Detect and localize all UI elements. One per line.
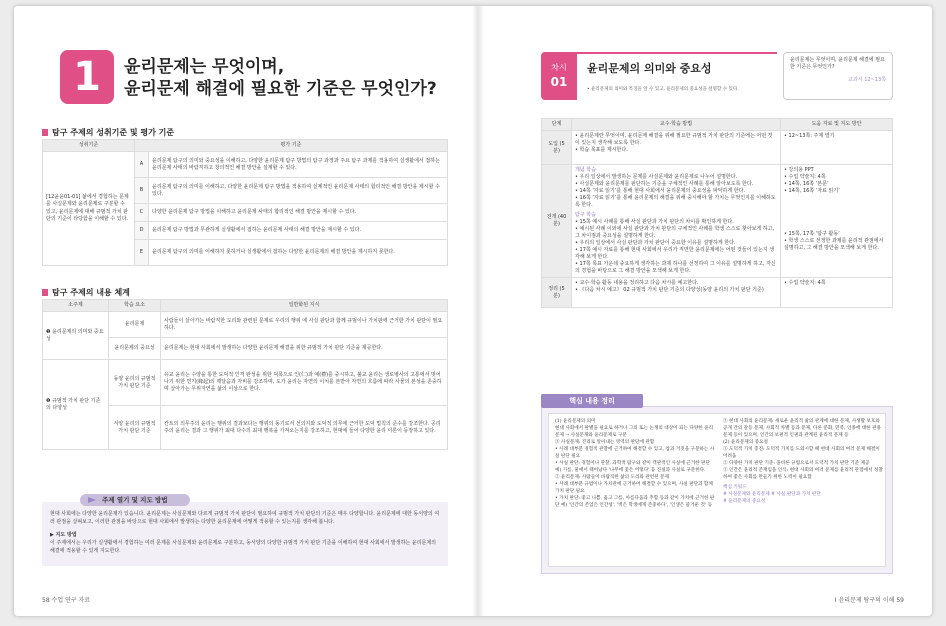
grade-c-text: 다양한 윤리문제 탐구 방법을 이해하고 윤리문제 사태의 합리적인 해결 방안을 제시할 수 있다. [149, 204, 448, 222]
core-line: ③ 현대 사회의 윤리문제: 새로운 윤리적 삶의 관계에 대한 문제, 사생활 보호와 공개 간의 갈등 문제, 사회적 차별 등과 문제, 다른 문화, 민족, 인종에 대한 관용 문제 등이 있으며, 인간의 보편적 인권과 관계된 윤리적 문제 등 [723, 419, 881, 438]
concept-learning-label: 개념 학습 [575, 167, 596, 173]
t2-header-element: 학습 요소 [109, 300, 161, 312]
grade-b: B [135, 178, 149, 204]
title-line2: 윤리문제 해결에 필요한 기준은 무엇인가? [124, 79, 437, 99]
t2-header-knowledge: 일반화된 지식 [161, 300, 448, 312]
lesson-label: 차시 [551, 63, 567, 72]
stage-summary: 정리 (5분) [542, 278, 572, 308]
t3-header-aid: 도움 자료 및 지도 방안 [781, 119, 893, 131]
develop-method-cell [572, 165, 781, 278]
guide-paragraph-1: 현대 사회에는 다양한 윤리문제가 있습니다. 윤리문제는 사실문제와 다르게 규범적 가치 판단이 필요하여 규범적 가치 판단의 기준은 매우 다양합니다. 윤리문제에 대한 동서양의 여러 관점을 살펴보고, 이러한 관점을 바탕으로 현대 사회에서 발생하는 다양한 윤리문제에 어떻게 적용할 수 있는지를 생각해 봅니다. [50, 511, 440, 525]
core-line: • 사례 대부분 규범이나 가치관에 근거하여 해결할 수 있으며, 사실 판단과 함께 가치 판단 필요 [555, 482, 713, 494]
lesson-plan-table [541, 118, 893, 308]
grade-a: A [135, 152, 149, 178]
topic-number: 1 [60, 50, 114, 104]
left-footer: 58 수업 연구 자료 [42, 597, 91, 604]
concept-learning-text: • 우리 일상에서 발생하는 문제를 사실문제와 윤리문제로 나누어 설명한다. • 사실문제와 윤리문제를 판단하는 기준을 구체적인 사례를 통해 알아보도록 한다. • 14쪽 ‘자료 읽기’를 통해 현대 사회에서 윤리문제의 중요성을 파악하게 한다. • 16쪽 ‘자료 읽기’를 통해 윤리문제의 해결을 위해 중시해야 할 가치는 무엇인지를 이해하도록 한다. [575, 174, 776, 208]
left-page [14, 6, 473, 616]
core-line: (2) 윤리문제의 중요성 [723, 440, 768, 445]
core-line: ③ 인간은 윤리적 존재임을 인식: 현대 사회의 여러 문제를 윤리적 관점에서 성찰하여 좋은 사회를 만들기 위한 노력이 필요함 [723, 468, 883, 480]
play-triangle-icon [88, 497, 96, 503]
table-row [43, 312, 448, 338]
right-page [473, 6, 932, 616]
core-line: • 사례 대부분 경험적 관찰에 근거하여 해결할 수 있고, 참과 거짓을 구분하는 사실 판단 필요 [555, 447, 715, 459]
section1-title: 탐구 주제의 성취기준 및 평가 기준 [52, 128, 175, 137]
core-left-column [555, 418, 715, 509]
t3-header-stage: 단계 [542, 119, 572, 131]
section2-title: 탐구 주제의 내용 체계 [52, 288, 130, 297]
t2-element: 서양 윤리의 규범적 가치 판단 기준 [109, 406, 161, 450]
intro-aid: • 12~13쪽: 주제 열기 [781, 131, 893, 165]
develop-aid-cell [781, 165, 893, 278]
square-bullet-icon [42, 129, 48, 136]
core-line: ② 다양한 가치 판단 기준: 올바른 규범으로서 도덕적 가치 판단 기준 제공 [723, 461, 870, 466]
keyword-line: # 사실문제와 윤리문제 # 사실 판단과 가치 판단 [723, 492, 821, 497]
t1-header-criteria: 평가 기준 [135, 140, 448, 152]
core-line: 현대 사회에서 판별을 필요로 하거나 그의 또는 논쟁의 대상이 되는 다양한 윤리 문제 → 사실문제와 윤리문제로 구분 [555, 426, 714, 438]
lesson-title-block [577, 52, 777, 100]
table-row [542, 278, 893, 308]
t2-knowledge: 윤리문제는 현대 사회에서 발생하는 다양한 윤리문제 해결을 위한 규범적 가치 판단 기준을 제공한다. [161, 338, 448, 360]
t2-topic-1: ❶ 윤리문제의 의미와 중요성 [43, 312, 109, 360]
stage-intro: 도입 (5분) [542, 131, 572, 165]
core-summary-box [541, 406, 893, 574]
t3-header-method: 교수·학습 방법 [572, 119, 781, 131]
table-row [542, 165, 893, 278]
book-spread [14, 6, 932, 616]
grade-a-text: 윤리문제 탐구의 의미와 중요성을 이해하고, 다양한 윤리문제 탐구 방법의 탐구 과정과 주요 탐구 과제를 적용하여 실생활에서 접하는 윤리문제 사태의 바람직하고 창의적인 해결 방안을 설계할 수 있다. [149, 152, 448, 178]
stage-develop: 전개 (40분) [542, 165, 572, 278]
grade-b-text: 윤리문제 탐구의 의미를 이해하고, 다양한 윤리문제 탐구 방법을 적용하여 실제적인 윤리문제 사태의 합리적인 해결 방안을 제시할 수 있다. [149, 178, 448, 204]
t2-knowledge: 칸트의 의무주의 윤리는 행위의 결과보다는 행위의 동기로서 선의지와 도덕적 의무에 근거한 도덕 법칙의 준수를 강조한다. 공리주의 윤리는 결과 그 행위가 최대 다수의 최대 행복을 가져오는지를 강조하고, 현대에 들어 다양한 윤리 이론이 등장하고 있다. [161, 406, 448, 450]
intro-method: • 윤리문제란 무엇이며, 윤리문제 해결을 위해 필요한 규범적 가치 판단의 기준에는 어떤 것이 있는지 생각해 보도록 한다. • 학습 목표를 제시한다. [572, 131, 781, 165]
table-row [43, 360, 448, 406]
lesson-badge [541, 52, 577, 100]
t1-header-standard: 성취기준 [43, 140, 135, 152]
table-row [542, 131, 893, 165]
guide-paragraph-2: 이 주제에서는 우리가 실생활에서 경험하는 여러 문제를 사실문제와 윤리문제로 구분하고, 동서양의 다양한 규범적 가치 판단 기준을 이해하여 현대 사회에서 발생하는 윤리문제의 해결에 적용할 수 있게 지도한다. [50, 540, 436, 554]
summary-aid: • 수업 약술지: 4쪽 [781, 278, 893, 308]
t2-element: 윤리문제 [109, 312, 161, 338]
develop-aid-1: • 강의용 PPT • 수업 약술지: 4쪽 • 14쪽, 16쪽 ‘본문’ • 14쪽, 16쪽 ‘자료 읽기’ [784, 167, 840, 194]
t2-header-topic: 소주제 [43, 300, 109, 312]
inquiry-learning-text: • 15쪽 예시 사례를 통해 사실 판단과 가치 판단의 차이를 확인하게 한다. • 예시된 사례 이외에 사실 판단과 가치 판단의 구체적인 사례를 학생 스스로 찾아보게 하고, 그 차이점과 중요성을 설명하게 한다. • 우리의 일상에서 사실 판단과 가치 판단이 중요한 이유를 설명하게 한다. • 17쪽 예시 자료를 통해 현대 사회에서 우리가 직면한 윤리문제에는 어떤 것들이 있는지 생각해 보게 한다. • 17쪽 목표 가운데 중요하게 생각하는 과제 하나를 선정하여 그 이유를 설명하게 하고, 자신의 경험을 바탕으로 그 해결 방안을 모색해 보게 한다. [575, 219, 776, 274]
core-summary-tag: 핵심 내용 정리 [541, 394, 643, 408]
core-line: ② 윤리문제: 사람들이 바람직한 삶의 도리와 관련된 문제 [555, 475, 669, 480]
develop-aid-2: • 15쪽, 17쪽 ‘탐구 활동’ • 학생 스스로 선정한 과제를 윤리적 관점에서 설명하고, 그 해결 방안을 모색해 보게 한다. [784, 231, 884, 251]
core-line: • 사실 판단: 경험이나 관찰, 과학적 탐구와 같이 객관적인 사실에 근거한 판단 예) 기름, 물에서 태어났다 '나무에 꽃은 어떻다' 등 진실과 사실로 구분한다. [555, 461, 710, 473]
guide-box [42, 502, 448, 566]
core-line: ① 사실문제: 진리로 알아내는 영역의 판단에 관함 [555, 440, 655, 445]
lesson-number: 01 [550, 75, 568, 89]
t2-knowledge: 사람들이 살아가는 바람직한 도리와 관련된 문제로 우리의 행위 에 사실 판단과 함께 규범이나 가치판에 근거한 가치 판단이 필요하다. [161, 312, 448, 338]
keyword-line: # 윤리문제의 중요성 [723, 499, 766, 504]
grade-d: D [135, 222, 149, 240]
grade-c: C [135, 204, 149, 222]
criteria-table [42, 139, 448, 266]
guide-tag [80, 494, 190, 506]
t2-knowledge: 유교 윤리는 수양을 통한 도덕적 인격 완성을 위한 덕목으로 인(仁)과 예(禮)를 중시하고, 불교 윤리는 생로병사의 고통에서 벗어나기 위한 연기(緣起)의 깨달음과 자비를 강조하며, 도가 윤리는 자연의 이치를 본받아 자연의 흐름에 따라 사물의 본성을 존중하며 살아가는 무위자연을 삶의 이상으로 한다. [161, 360, 448, 406]
core-line: (1) 윤리문제의 의미 [555, 419, 596, 424]
grade-e-text: 윤리문제 탐구의 의미를 이해하지 못하거나 실생활에서 접하는 다양한 윤리문제의 해결 방안을 제시하지 못한다. [149, 240, 448, 266]
grade-d-text: 윤리문제 탐구 방법과 무관하게 실생활에서 접하는 윤리문제 사태의 해결 방안을 제시할 수 있다. [149, 222, 448, 240]
textbook-page-link: 교과서 12~13쪽 [848, 77, 886, 83]
core-summary-inner [548, 413, 886, 567]
t2-topic-2: ❷ 규범적 가치 판단 기준의 다양성 [43, 360, 109, 450]
title-line1: 윤리문제는 무엇이며, [124, 57, 285, 77]
lesson-subtitle: • 윤리문제의 의미와 특징을 알 수 있고, 윤리문제의 중요성을 설명할 수 있다. [587, 87, 739, 92]
right-footer: Ⅰ 윤리문제 탐구의 이해 59 [834, 597, 904, 604]
table-row [43, 152, 448, 178]
t1-standard: [12윤윤01-01] 삶에서 경험하는 문제를 사실문제와 윤리문제로 구분할 수 있고, 윤리문제에 대해 규범적 가치 판단의 기준이 타당함을 이해할 수 있다. [43, 152, 135, 266]
content-system-table [42, 299, 448, 450]
page-title [124, 56, 437, 100]
core-line: ① 도덕적 가치 증진: 도덕적 가치를 도외시할 때 현대 사회의 여러 문제 해결이 어려움 [723, 447, 880, 459]
textbook-ref-box [783, 52, 893, 100]
summary-method: • 교수·학습 활동 내용을 정리하고 다음 차시를 예고한다. • 《다음 차시 예고》 02 규범적 가치 판단 기준의 다양성(동양 윤리의 가치 판단 기준) [572, 278, 781, 308]
keyword-heading: 핵심 키워드 [723, 485, 747, 490]
lesson-title: 윤리문제의 의미와 중요성 [587, 62, 712, 75]
section2-heading [42, 287, 130, 298]
core-right-column [723, 418, 883, 505]
side-text: 윤리문제는 무엇이며, 윤리문제 해결에 필요한 기준은 무엇인가? [790, 57, 885, 70]
core-line: • 가치 판단: 좋고 나쁨, 옳고 그름, 아름다움과 추함 등과 같이 가치에 근거한 판단 예) '인간의 존엄은 인간성', '벽은 학생에게 존중하다', '인생은 즐거운 것' 등 [555, 496, 715, 508]
guide-subheading: ▶ 지도 방법 [50, 532, 77, 538]
square-bullet-icon [42, 289, 48, 296]
grade-e: E [135, 240, 149, 266]
t2-element: 동양 윤리의 규범적 가치 판단 기준 [109, 360, 161, 406]
t2-element: 윤리문제의 중요성 [109, 338, 161, 360]
inquiry-learning-label: 탐구 학습 [575, 212, 596, 218]
guide-tag-label: 주제 열기 및 지도 방법 [102, 496, 168, 504]
section1-heading [42, 127, 174, 138]
